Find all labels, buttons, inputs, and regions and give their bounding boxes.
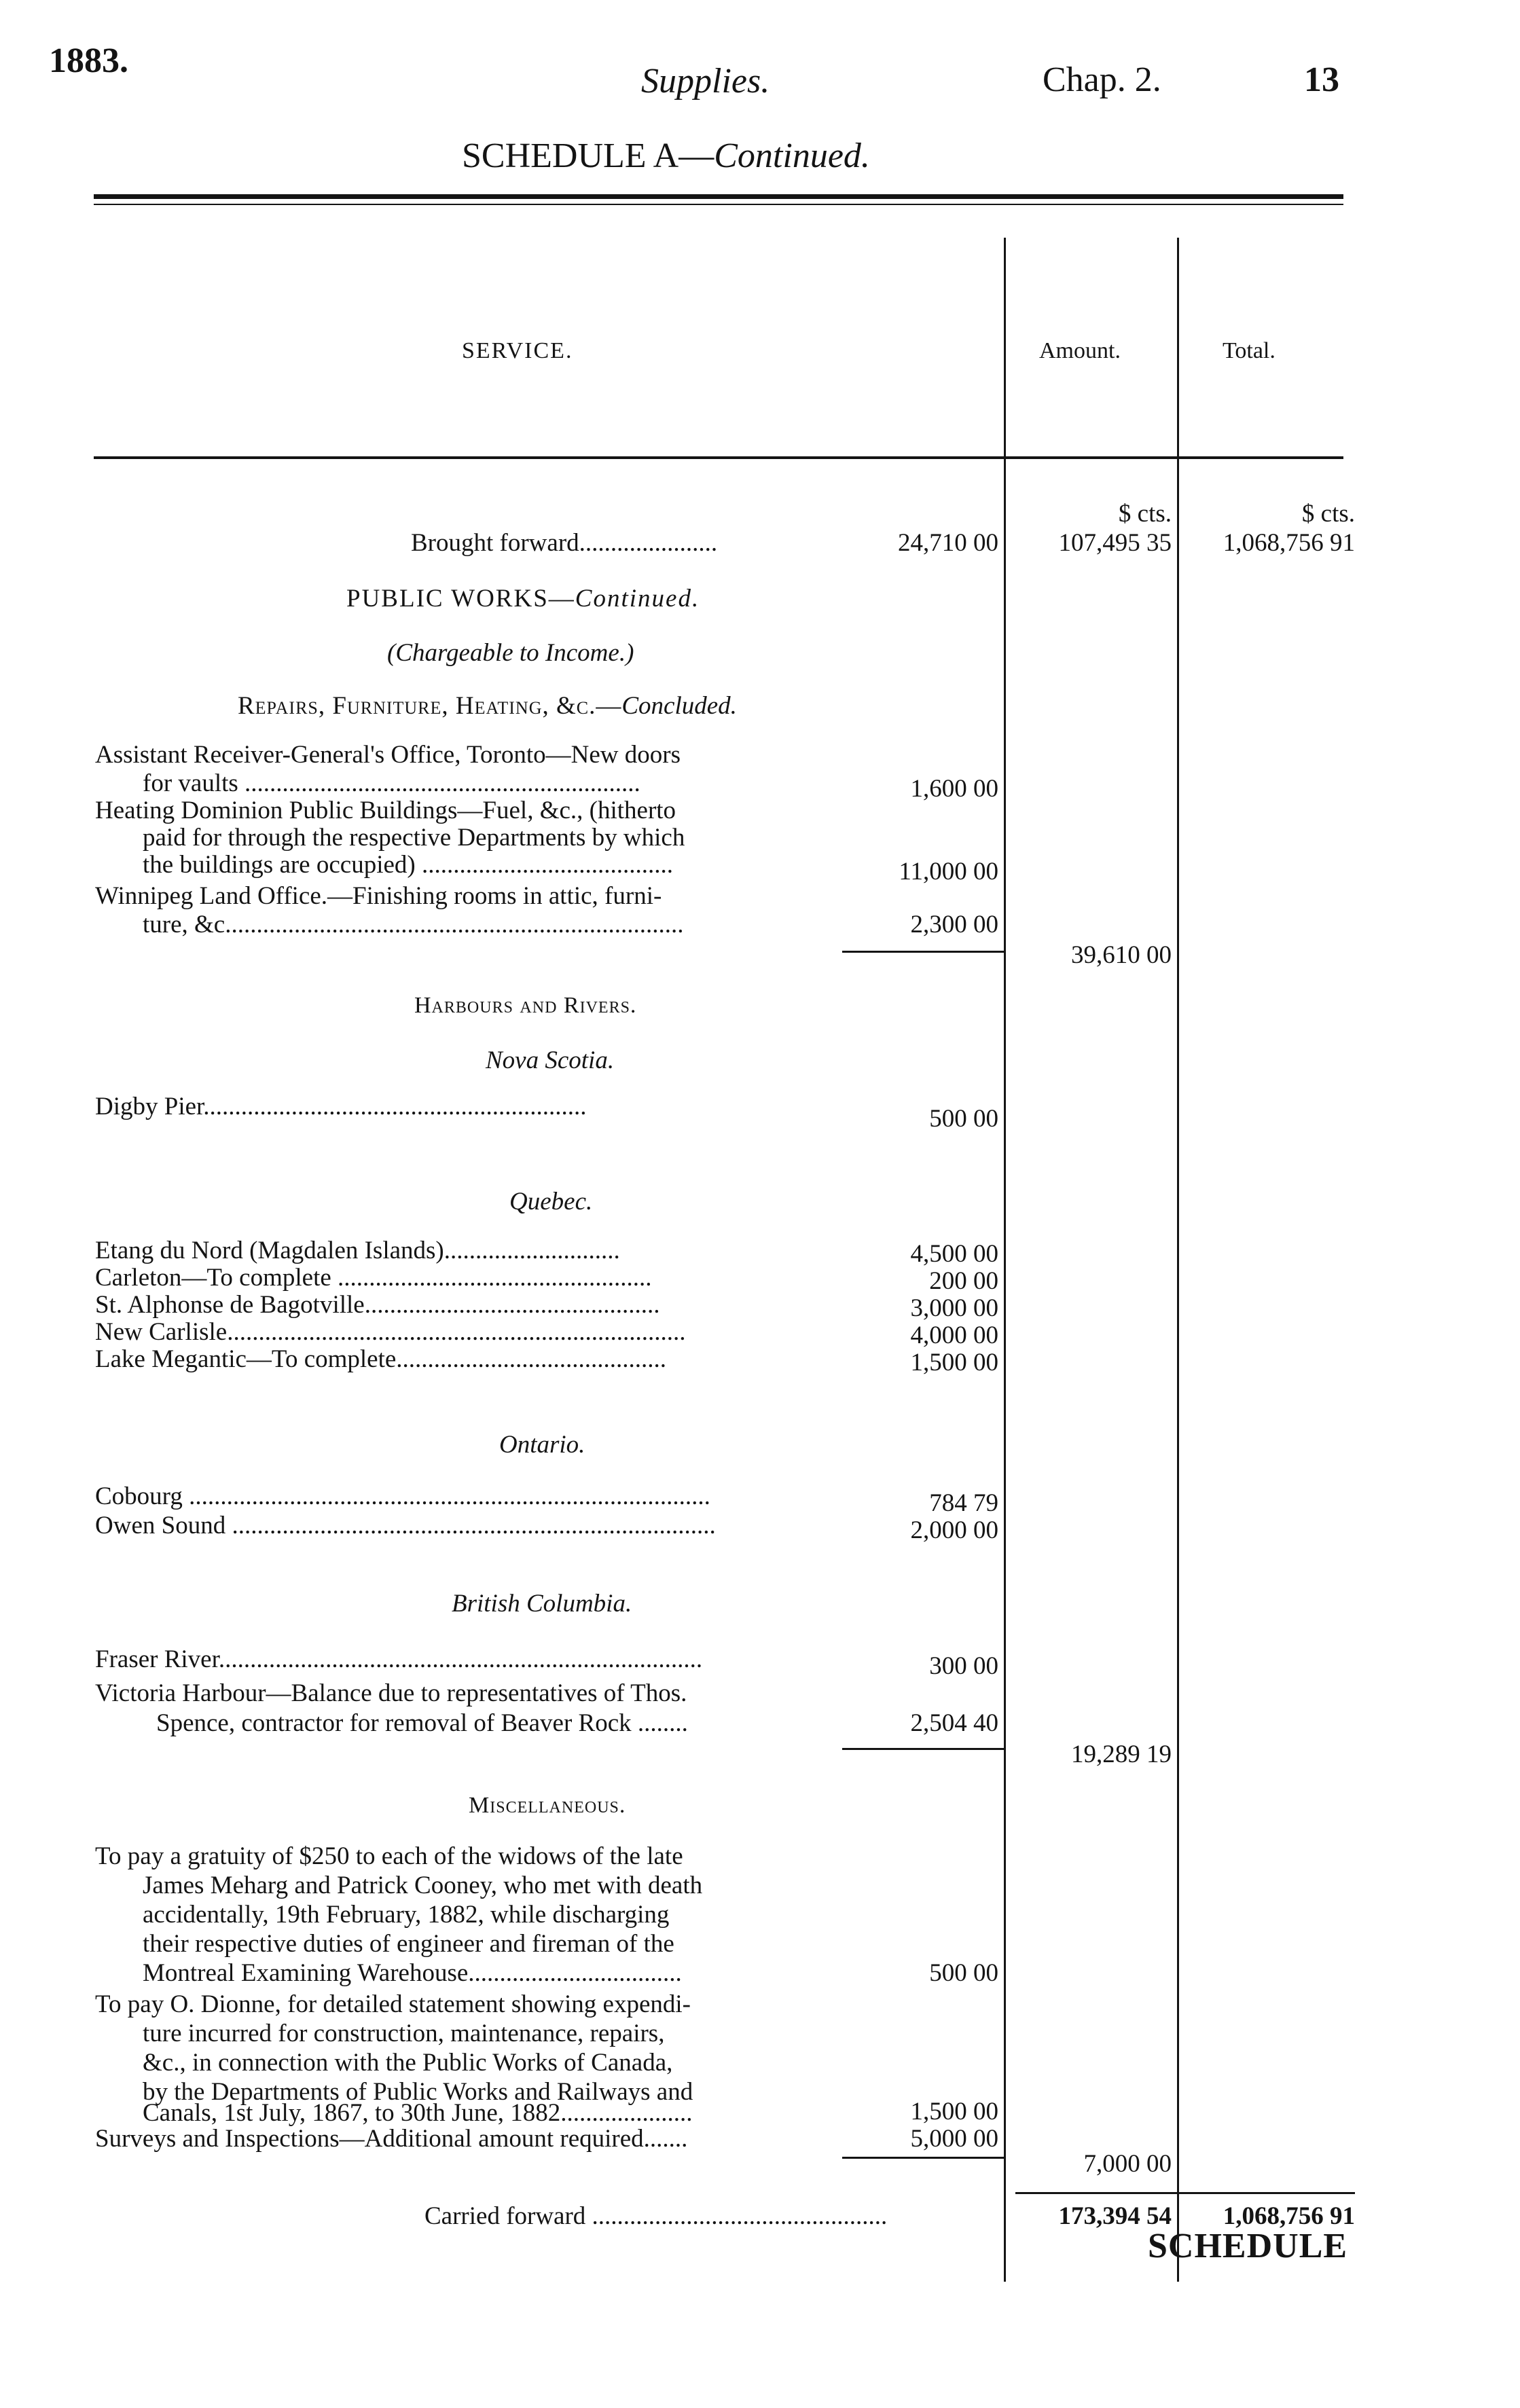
repairs-heading-main: Repairs, Furniture, Heating, &c.—	[238, 692, 622, 720]
quebec-item-4-label: New Carlisle.........................................................................	[95, 1318, 686, 1346]
column-divider-total	[1177, 238, 1179, 2282]
repairs-sum-rule	[842, 951, 1005, 953]
misc-item-2-line-5: Canals, 1st July, 1867, to 30th June, 1882.....................	[143, 2099, 693, 2127]
quebec-item-1-label: Etang du Nord (Magdalen Islands)............................	[95, 1237, 620, 1264]
chapter-number: Chap. 2.	[1043, 60, 1161, 99]
ontario-heading: Ontario.	[499, 1431, 585, 1459]
quebec-item-3-amount: 3,000 00	[910, 1294, 998, 1322]
repairs-item-1-line-2: for vaults ...............................................................	[143, 769, 640, 797]
misc-item-2-line-2: ture incurred for construction, maintenance, repairs,	[143, 2020, 665, 2047]
carried-forward-total: 1,068,756 91	[1223, 2202, 1355, 2230]
header-rule-thin	[94, 204, 1343, 205]
quebec-item-3-label: St. Alphonse de Bagotville...............................................	[95, 1291, 660, 1319]
quebec-item-1-amount: 4,500 00	[910, 1240, 998, 1268]
column-header-service: SERVICE.	[462, 338, 573, 363]
header-rule	[94, 194, 1343, 199]
amount-units: $ cts.	[1118, 500, 1172, 528]
nova-scotia-item-1-amount: 500 00	[929, 1105, 998, 1133]
brought-forward-total: 1,068,756 91	[1223, 529, 1355, 557]
brought-forward-label: Brought forward......................	[411, 529, 718, 557]
schedule-title	[462, 136, 870, 176]
carried-forward-rule	[1015, 2192, 1355, 2194]
repairs-item-3-amount: 2,300 00	[910, 911, 998, 938]
british-columbia-item-1-amount: 300 00	[929, 1652, 998, 1680]
harbours-heading: Harbours and Rivers.	[414, 993, 637, 1018]
misc-item-3-label: Surveys and Inspections—Additional amount required.......	[95, 2125, 688, 2153]
schedule-title-continued: Continued.	[714, 136, 870, 175]
carried-forward-label: Carried forward ...............................................	[424, 2202, 888, 2230]
misc-heading: Miscellaneous.	[469, 1793, 626, 1818]
harbours-subtotal: 19,289 19	[1071, 1740, 1172, 1768]
repairs-item-2-line-2: paid for through the respective Departments by which	[143, 824, 685, 852]
repairs-item-2-line-3: the buildings are occupied) ........................................	[143, 851, 673, 879]
quebec-item-4-amount: 4,000 00	[910, 1321, 998, 1349]
repairs-item-2-amount: 11,000 00	[899, 858, 998, 886]
column-header-total: Total.	[1223, 338, 1275, 363]
misc-item-1-line-5: Montreal Examining Warehouse..................................	[143, 1959, 682, 1987]
column-header-amount: Amount.	[1039, 338, 1121, 363]
misc-item-2-line-4: by the Departments of Public Works and Railways and	[143, 2078, 693, 2106]
page-number: 13	[1304, 60, 1339, 99]
harbours-sum-rule	[842, 1748, 1005, 1750]
quebec-item-5-label: Lake Megantic—To complete...........................................	[95, 1345, 667, 1373]
british-columbia-heading: British Columbia.	[452, 1590, 632, 1618]
ontario-item-2-amount: 2,000 00	[910, 1516, 998, 1544]
quebec-heading: Quebec.	[509, 1188, 593, 1216]
total-units: $ cts.	[1301, 500, 1355, 528]
repairs-item-3-line-1: Winnipeg Land Office.—Finishing rooms in attic, furni-	[95, 882, 662, 910]
repairs-item-1-amount: 1,600 00	[910, 775, 998, 803]
misc-item-1-line-2: James Meharg and Patrick Cooney, who met with death	[143, 1872, 703, 1899]
column-divider-amount	[1004, 238, 1006, 2282]
column-header-rule	[94, 456, 1343, 459]
ontario-item-1-amount: 784 79	[929, 1489, 998, 1517]
quebec-item-2-amount: 200 00	[929, 1267, 998, 1295]
section-title	[346, 584, 700, 613]
misc-item-1-line-3: accidentally, 19th February, 1882, while discharging	[143, 1901, 670, 1929]
repairs-item-2-line-1: Heating Dominion Public Buildings—Fuel, &c., (hitherto	[95, 797, 676, 824]
british-columbia-item-2-amount: 2,504 40	[910, 1709, 998, 1737]
nova-scotia-item-1-label: Digby Pier.............................................................	[95, 1093, 587, 1120]
ontario-item-1-label: Cobourg ...................................................................................	[95, 1482, 710, 1510]
repairs-heading	[238, 691, 737, 720]
misc-item-1-line-1: To pay a gratuity of $250 to each of the widows of the late	[95, 1842, 683, 1870]
british-columbia-item-2-line-1: Victoria Harbour—Balance due to representatives of Thos.	[95, 1679, 687, 1707]
misc-subtotal: 7,000 00	[1083, 2150, 1172, 2178]
repairs-item-1-line-1: Assistant Receiver-General's Office, Toronto—New doors	[95, 741, 681, 769]
british-columbia-item-1-label: Fraser River.............................................................................	[95, 1645, 703, 1673]
chargeable-note: (Chargeable to Income.)	[387, 639, 634, 667]
brought-forward-subtotal: 107,495 35	[1058, 529, 1172, 557]
ontario-item-2-label: Owen Sound .............................................................................	[95, 1512, 716, 1539]
repairs-heading-concluded: Concluded.	[621, 692, 737, 720]
section-title-continued: Continued.	[575, 585, 700, 613]
misc-item-2-amount: 1,500 00	[910, 2098, 998, 2126]
section-title-main: PUBLIC WORKS—	[346, 585, 575, 613]
misc-item-2-line-1: To pay O. Dionne, for detailed statement showing expendi-	[95, 1990, 691, 2018]
quebec-item-2-label: Carleton—To complete ..................................................	[95, 1264, 652, 1292]
misc-item-1-amount: 500 00	[929, 1959, 998, 1987]
repairs-item-3-line-2: ture, &c.........................................................................	[143, 911, 684, 938]
schedule-title-main: SCHEDULE A—	[462, 136, 714, 175]
misc-item-3-amount: 5,000 00	[910, 2125, 998, 2153]
year: 1883.	[49, 41, 128, 80]
misc-item-1-line-4: their respective duties of engineer and fireman of the	[143, 1930, 674, 1958]
british-columbia-item-2-line-2: Spence, contractor for removal of Beaver Rock ........	[156, 1709, 688, 1737]
misc-item-2-line-3: &c., in connection with the Public Works of Canada,	[143, 2049, 673, 2077]
quebec-item-5-amount: 1,500 00	[910, 1349, 998, 1376]
catchword: SCHEDULE	[1148, 2227, 1348, 2265]
nova-scotia-heading: Nova Scotia.	[486, 1046, 615, 1074]
carried-forward-subtotal: 173,394 54	[1058, 2202, 1172, 2230]
misc-sum-rule	[842, 2157, 1005, 2159]
running-title: Supplies.	[641, 62, 770, 101]
brought-forward-amount: 24,710 00	[898, 529, 998, 557]
repairs-subtotal: 39,610 00	[1071, 941, 1172, 969]
